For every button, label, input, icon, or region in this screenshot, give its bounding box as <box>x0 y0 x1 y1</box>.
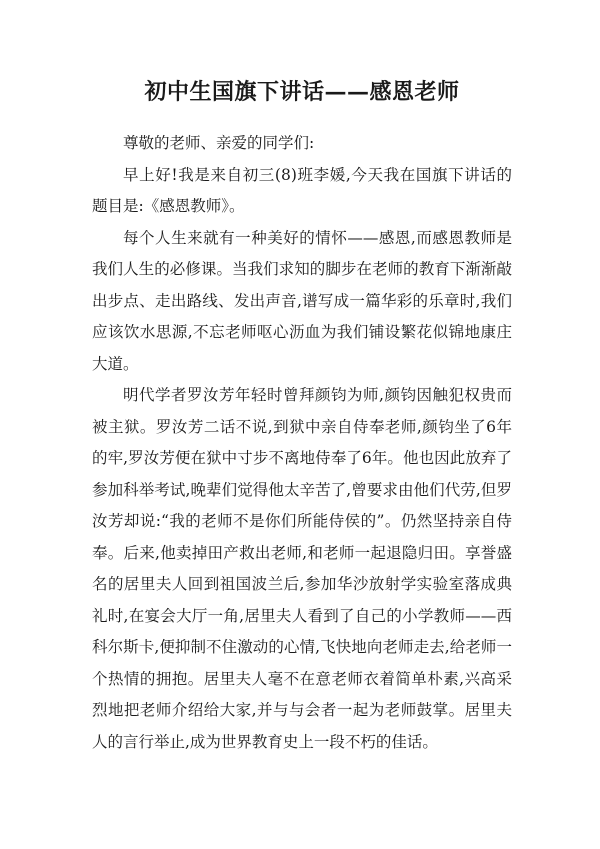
greeting-paragraph: 尊敬的老师、亲爱的同学们: <box>123 134 315 152</box>
story-paragraph: 明代学者罗汝芳年轻时曾拜颜钧为师,颜钧因触犯权贵而被主狱。罗汝芳二话不说,到狱中亲自侍奉老师,颜钧坐了6年的牢,罗汝芳便在狱中寸步不离地侍奉了6年。他也因此放弃了参加科举考试,晚辈们觉得他太辛苦了,曾要求由他们代劳,但罗汝芳却说:“我的老师不是你们所能侍侯的”。仍然坚持亲自侍奉。后来,他卖掉田产救出老师,和老师一起退隐归田。享誉盛名的居里夫人回到祖国波兰后,参加华沙放射学实验室落成典礼时,在宴会大厅一角,居里夫人看到了自己的小学教师——西科尔斯卡,便抑制不住激动的心情,飞快地向老师走去,给老师一个热情的拥抱。居里夫人毫不在意老师衣着简单朴素,兴高采烈地把老师介绍给大家,并与与会者一起为老师鼓掌。居里夫人的言行举止,成为世界教育史上一段不朽的佳话。 <box>92 386 512 751</box>
document-title: 初中生国旗下讲话——感恩老师 <box>144 79 460 105</box>
gratitude-paragraph: 每个人生来就有一种美好的情怀——感恩,而感恩教师是我们人生的必修课。当我们求知的脚步在老师的教育下渐渐敲出步点、走出路线、发出声音,谱写成一篇华彩的乐章时,我们应该饮水思源,不忘老师呕心沥血为我们铺设繁花似锦地康庄大道。 <box>92 228 512 373</box>
intro-paragraph: 早上好!我是来自初三(8)班李媛,今天我在国旗下讲话的题目是:《感恩教师》。 <box>92 165 512 215</box>
